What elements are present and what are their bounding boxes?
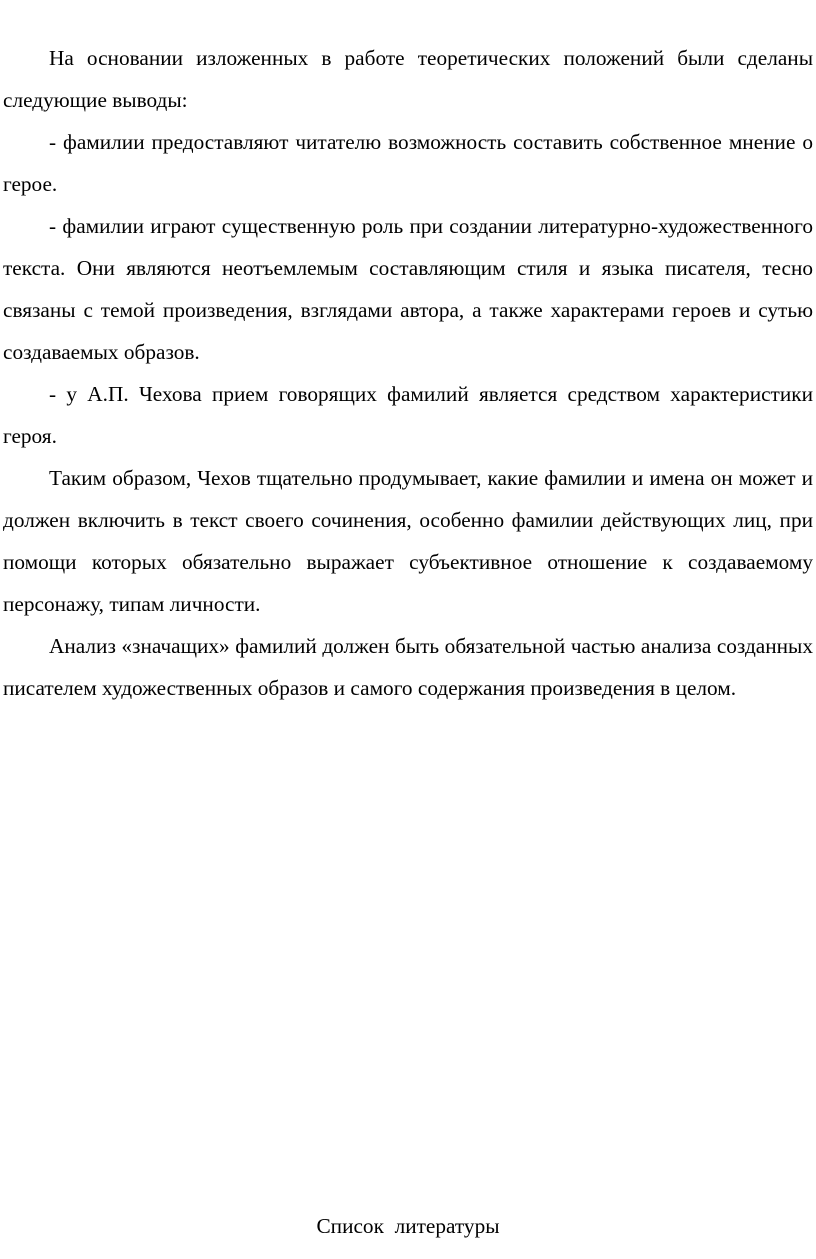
document-body bbox=[3, 37, 813, 709]
paragraph-conclusion-3: - у А.П. Чехова прием говорящих фамилий является средством характеристики героя. bbox=[3, 382, 813, 448]
paragraph-summary: Таким образом, Чехов тщательно продумывает, какие фамилии и имена он может и должен включить в текст своего сочинения, особенно фамилии действующих лиц, при помощи которых обязательно выражает субъективное отношение к создаваемому персонажу, типам личности. bbox=[3, 466, 813, 616]
paragraph-intro: На основании изложенных в работе теоретических положений были сделаны следующие выводы: bbox=[3, 46, 813, 112]
paragraph-conclusion-2: - фамилии играют существенную роль при создании литературно-художественного текста. Они являются неотъемлемым составляющим стиля и языка писателя, тесно связаны с темой произведения, взглядами автора, а также характерами героев и сутью создаваемых образов. bbox=[3, 214, 813, 364]
references-heading: Список литературы bbox=[316, 1214, 500, 1238]
paragraph-conclusion-1: - фамилии предоставляют читателю возможность составить собственное мнение о герое. bbox=[3, 130, 813, 196]
paragraph-final: Анализ «значащих» фамилий должен быть обязательной частью анализа созданных писателем художественных образов и самого содержания произведения в целом. bbox=[3, 634, 813, 700]
